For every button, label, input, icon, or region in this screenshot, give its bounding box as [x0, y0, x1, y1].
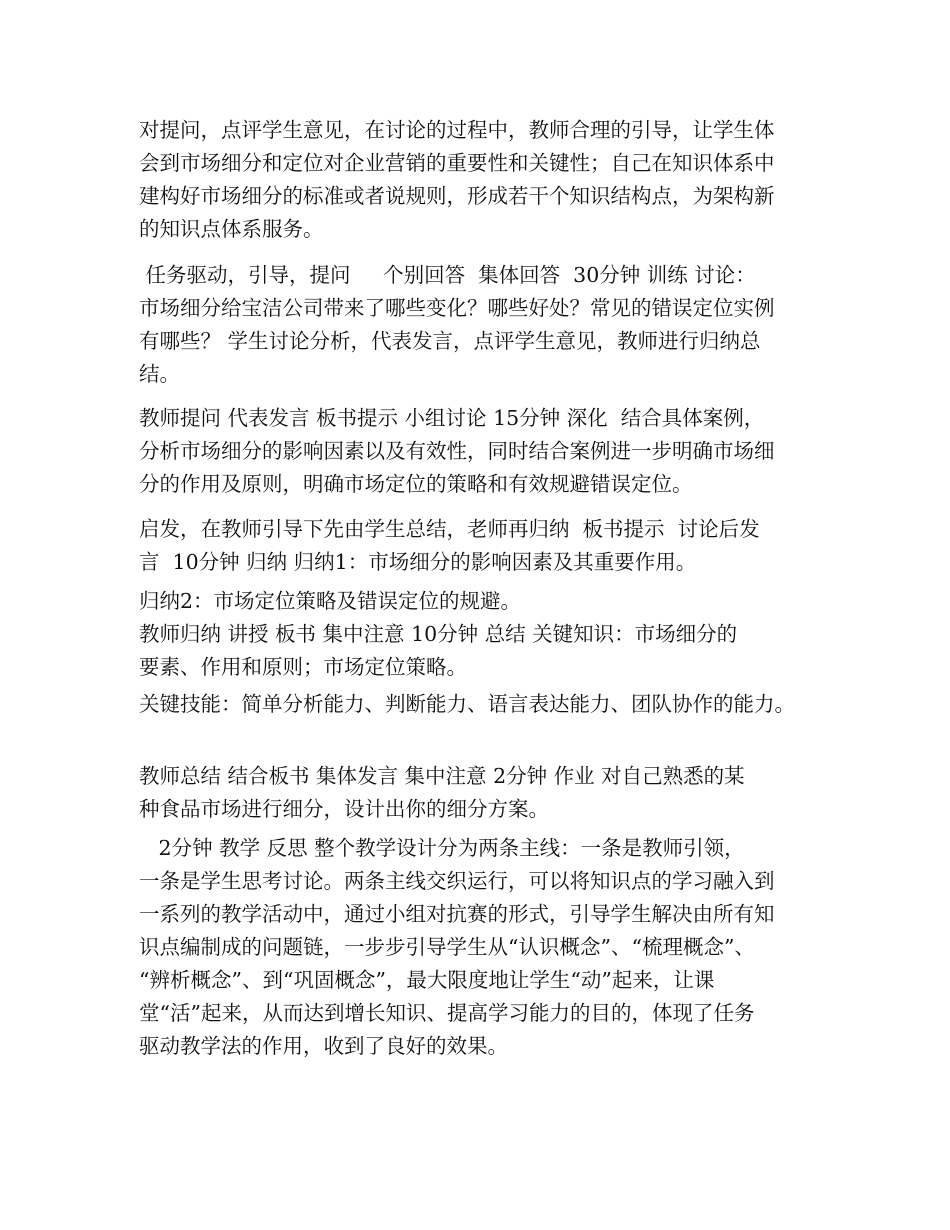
text-line: 要素、作用和原则；市场定位策略。 [139, 655, 467, 679]
text-line: 市场细分给宝洁公司带来了哪些变化？哪些好处？常见的错误定位实例 [139, 296, 775, 320]
text-line: 对提问，点评学生意见，在讨论的过程中，教师合理的引导，让学生体 [139, 118, 775, 142]
text-line: 建构好市场细分的标准或者说规则，形成若干个知识结构点，为架构新 [139, 184, 775, 208]
text-line: 一条是学生思考讨论。两条主线交织运行，可以将知识点的学习融入到 [139, 869, 775, 893]
text-line: 识点编制成的问题链，一步步引导学生从“认识概念”、“梳理概念”、 [139, 935, 755, 959]
text-line: 言 10分钟 归纳 归纳1：市场细分的影响因素及其重要作用。 [139, 550, 697, 574]
text-line: 驱动教学法的作用，收到了良好的效果。 [139, 1034, 508, 1058]
text-line: 2分钟 教学 反思 整个教学设计分为两条主线：一条是教师引领， [139, 836, 745, 860]
text-line: 一系列的教学活动中，通过小组对抗赛的形式，引导学生解决由所有知 [139, 902, 775, 926]
text-line: 的知识点体系服务。 [139, 217, 324, 241]
text-line: 任务驱动，引导，提问 个别回答 集体回答 30分钟 训练 讨论： [139, 263, 756, 287]
text-line: 归纳2：市场定位策略及错误定位的规避。 [139, 589, 522, 613]
text-line: 教师归纳 讲授 板书 集中注意 10分钟 总结 关键知识：市场细分的 [139, 622, 738, 646]
text-line: “辨析概念”、到“巩固概念”，最大限度地让学生“动”起来，让课 [139, 968, 715, 992]
text-line: 种食品市场进行细分，设计出你的细分方案。 [139, 797, 549, 821]
text-line: 有哪些？ 学生讨论分析，代表发言，点评学生意见，教师进行归纳总 [139, 329, 761, 353]
text-line: 关键技能：简单分析能力、判断能力、语言表达能力、团队协作的能力。 [139, 692, 795, 716]
text-line: 分析市场细分的影响因素以及有效性，同时结合案例进一步明确市场细 [139, 439, 775, 463]
text-line: 教师总结 结合板书 集体发言 集中注意 2分钟 作业 对自己熟悉的某 [139, 764, 745, 788]
text-line: 结。 [139, 362, 180, 386]
text-line: 教师提问 代表发言 板书提示 小组讨论 15分钟 深化 结合具体案例， [139, 406, 765, 430]
text-line: 会到市场细分和定位对企业营销的重要性和关键性；自己在知识体系中 [139, 151, 775, 175]
text-line: 启发，在教师引导下先由学生总结，老师再归纳 板书提示 讨论后发 [139, 517, 760, 541]
text-line: 分的作用及原则，明确市场定位的策略和有效规避错误定位。 [139, 472, 693, 496]
text-line: 堂“活”起来，从而达到增长知识、提高学习能力的目的，体现了任务 [139, 1001, 755, 1025]
